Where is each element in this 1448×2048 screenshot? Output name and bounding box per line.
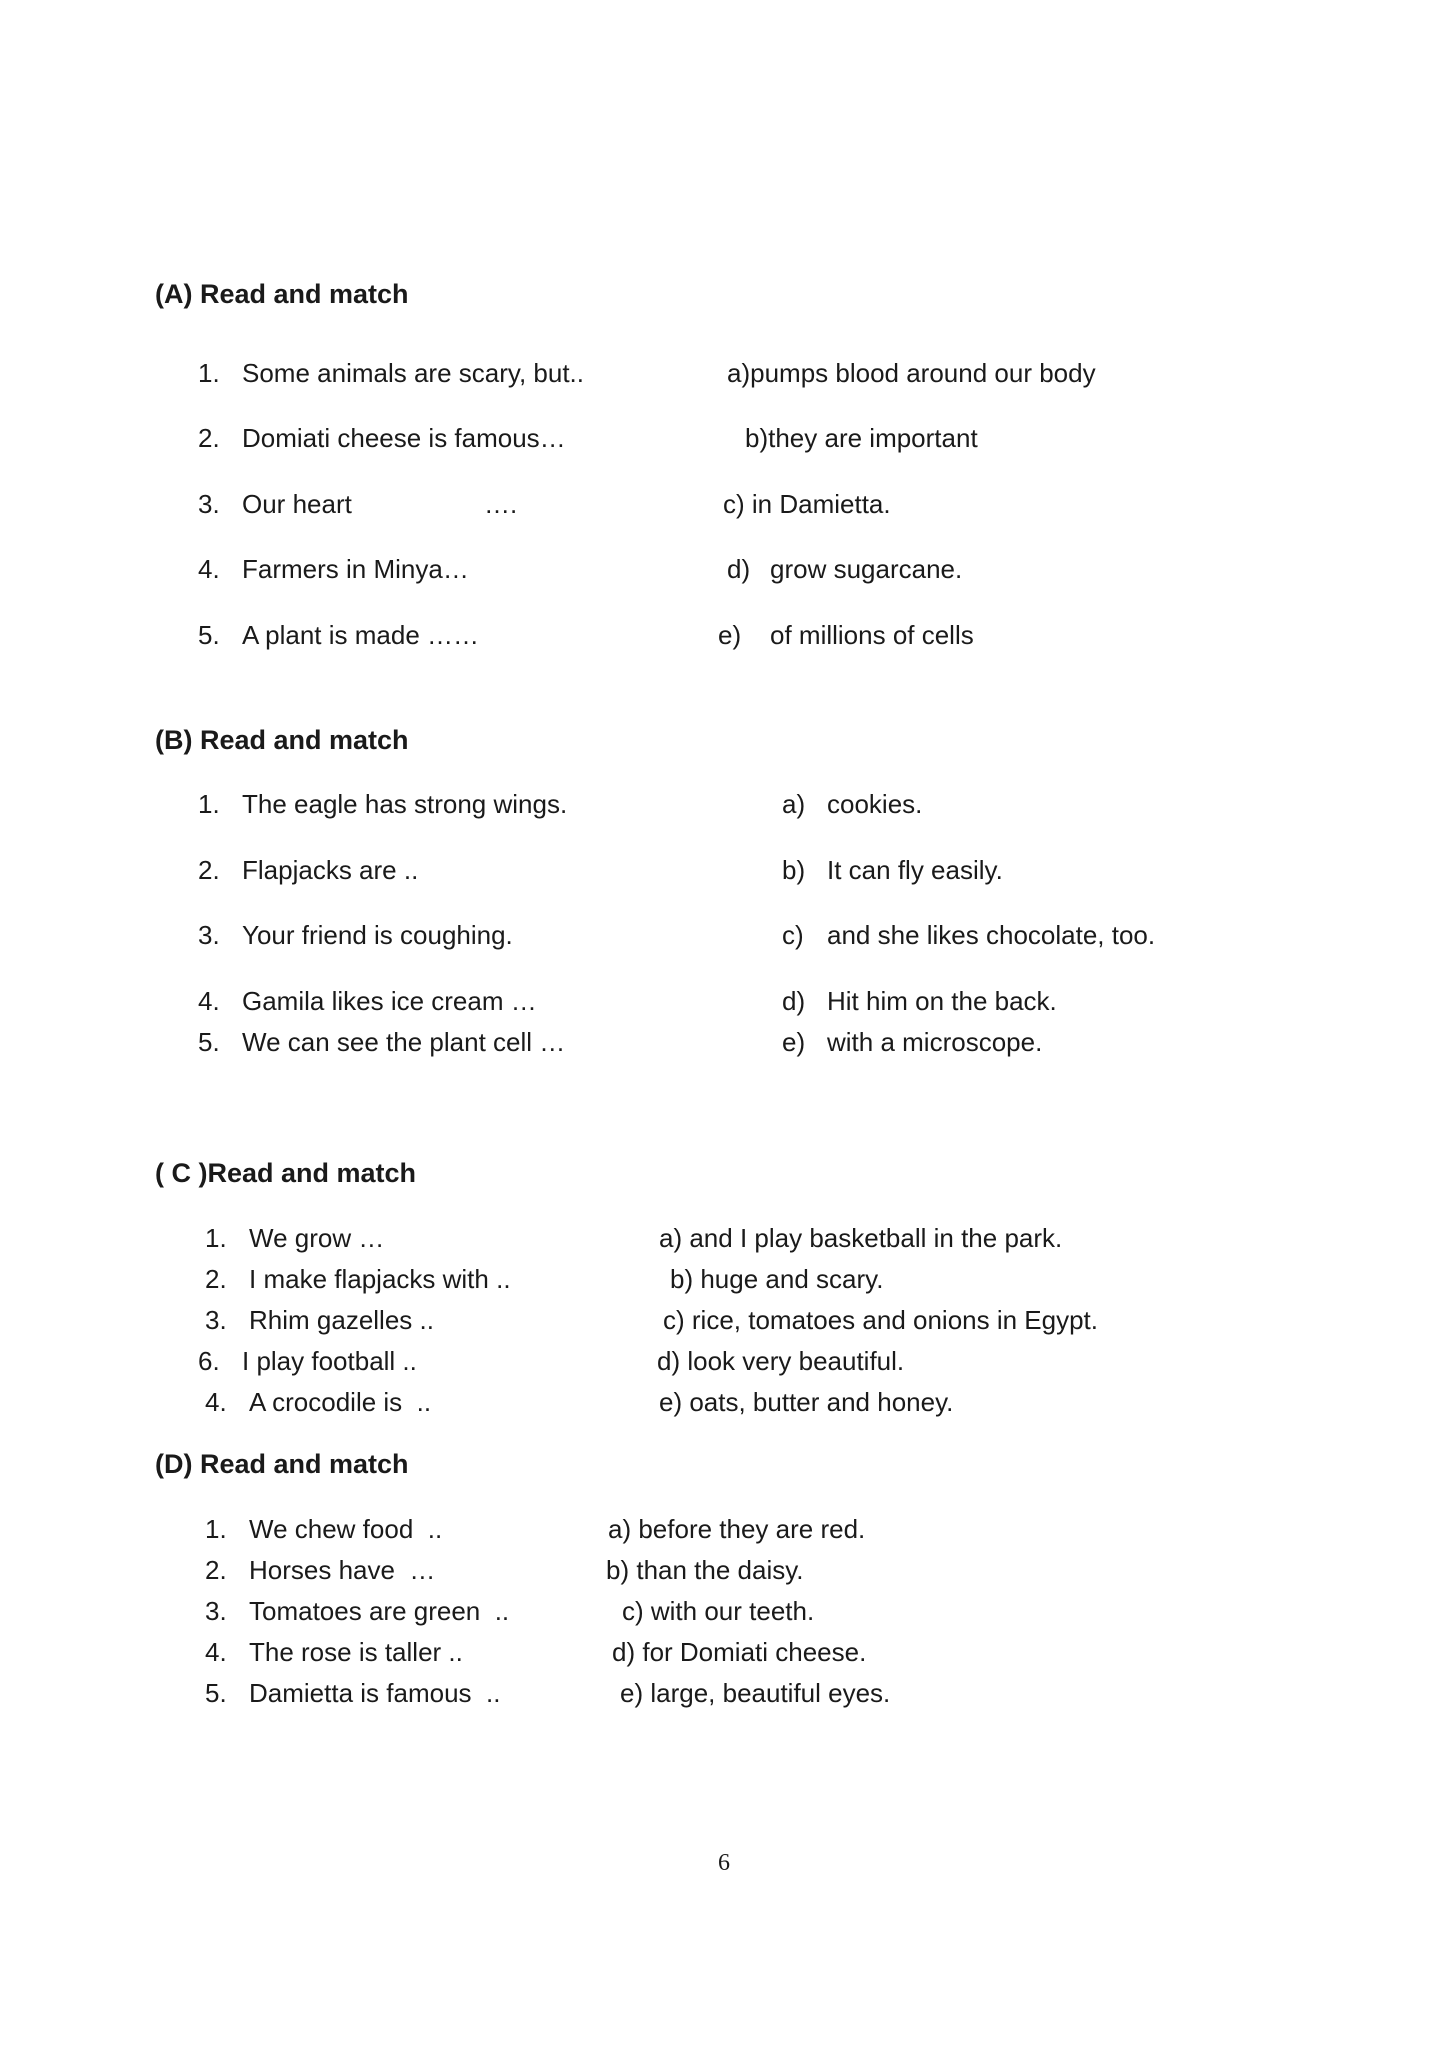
section-b-item-2-match: It can fly easily. [827,855,1003,885]
section-a-item-4-text: Farmers in Minya… [242,554,469,584]
section-c-item-1-number: 1. [205,1223,227,1253]
section-c-item-4-text: I play football .. [242,1346,417,1376]
section-d-item-3-number: 3. [205,1596,227,1626]
section-b-item-5-number: 5. [198,1027,220,1057]
section-d-item-4-number: 4. [205,1637,227,1667]
section-c-item-2-text: I make flapjacks with .. [249,1264,511,1294]
section-b-item-2-number: 2. [198,855,220,885]
section-c-item-5-text: A crocodile is .. [249,1387,432,1417]
section-d-item-2-number: 2. [205,1555,227,1585]
section-d-item-3-match: c) with our teeth. [622,1596,815,1626]
section-b-item-2-match-letter: b) [782,855,806,885]
section-b-item-2-text: Flapjacks are .. [242,855,419,885]
section-c-item-2-match: b) huge and scary. [670,1264,884,1294]
section-b-item-5-text: We can see the plant cell … [242,1027,566,1057]
section-d-item-3-text: Tomatoes are green .. [249,1596,510,1626]
section-b-item-4-match: Hit him on the back. [827,986,1057,1016]
section-a-item-2-match: b)they are important [745,423,978,453]
section-c-item-5-match: e) oats, butter and honey. [659,1387,954,1417]
section-a-item-5-match: of millions of cells [770,620,974,650]
section-c-item-4-match: d) look very beautiful. [657,1346,905,1376]
section-a-item-5-text: A plant is made …… [242,620,479,650]
section-a-item-4-match: grow sugarcane. [770,554,963,584]
section-a-item-3-number: 3. [198,489,220,519]
section-a-item-3-text: Our heart [242,489,352,519]
section-a-item-5-match-letter: e) [718,620,742,650]
section-b-item-3-match: and she likes chocolate, too. [827,920,1156,950]
section-c-item-4-number: 6. [198,1346,220,1376]
section-c-item-1-match: a) and I play basketball in the park. [659,1223,1063,1253]
section-d-item-2-text: Horses have … [249,1555,436,1585]
section-b-item-4-number: 4. [198,986,220,1016]
section-b-item-3-match-letter: c) [782,920,804,950]
section-d-item-5-match: e) large, beautiful eyes. [620,1678,891,1708]
section-b-item-1-text: The eagle has strong wings. [242,789,568,819]
section-a-item-3-match: c) in Damietta. [723,489,891,519]
section-a-item-1-match: a)pumps blood around our body [727,358,1096,388]
section-d-item-1-text: We chew food .. [249,1514,443,1544]
section-b-item-1-match-letter: a) [782,789,806,819]
section-d-heading: (D) Read and match [155,1449,409,1479]
section-b-item-5-match-letter: e) [782,1027,806,1057]
section-a-heading: (A) Read and match [155,279,409,309]
section-c-item-3-text: Rhim gazelles .. [249,1305,434,1335]
section-d-item-4-match: d) for Domiati cheese. [612,1637,867,1667]
section-b-item-1-number: 1. [198,789,220,819]
section-a-item-2-text: Domiati cheese is famous… [242,423,566,453]
section-a-item-4-number: 4. [198,554,220,584]
section-a-item-1-text: Some animals are scary, but.. [242,358,584,388]
page-number: 6 [718,1850,730,1876]
section-b-item-3-number: 3. [198,920,220,950]
section-d-item-5-number: 5. [205,1678,227,1708]
section-d-item-5-text: Damietta is famous .. [249,1678,501,1708]
section-b-item-1-match: cookies. [827,789,923,819]
section-a-item-1-number: 1. [198,358,220,388]
section-c-item-1-text: We grow … [249,1223,385,1253]
section-d-item-2-match: b) than the daisy. [606,1555,804,1585]
section-c-item-3-number: 3. [205,1305,227,1335]
section-b-item-4-match-letter: d) [782,986,806,1016]
section-c-item-3-match: c) rice, tomatoes and onions in Egypt. [663,1305,1099,1335]
section-b-item-5-match: with a microscope. [827,1027,1043,1057]
section-b-heading: (B) Read and match [155,725,409,755]
section-d-item-1-match: a) before they are red. [608,1514,866,1544]
section-b-item-3-text: Your friend is coughing. [242,920,513,950]
section-c-item-5-number: 4. [205,1387,227,1417]
section-d-item-4-text: The rose is taller .. [249,1637,463,1667]
section-c-heading: ( C )Read and match [155,1158,417,1188]
section-a-item-4-match-letter: d) [727,554,751,584]
section-a-item-5-number: 5. [198,620,220,650]
section-a-item-3-dots: …. [484,489,518,519]
section-d-item-1-number: 1. [205,1514,227,1544]
section-c-item-2-number: 2. [205,1264,227,1294]
section-b-item-4-text: Gamila likes ice cream … [242,986,537,1016]
section-a-item-2-number: 2. [198,423,220,453]
